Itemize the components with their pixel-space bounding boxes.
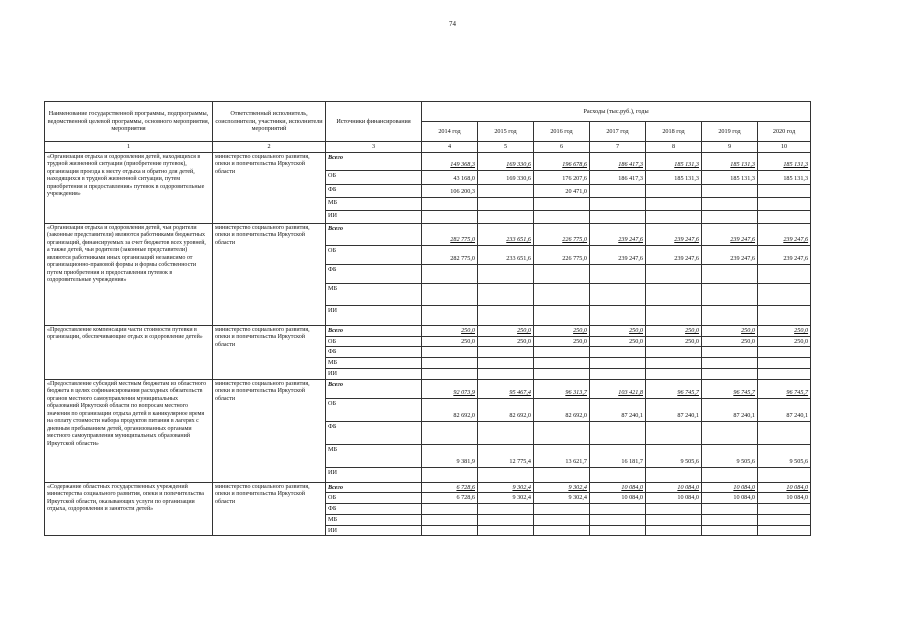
amount-cell: 10 084,0: [646, 482, 702, 493]
amount-cell: [702, 421, 758, 444]
amount-cell: [534, 368, 590, 379]
amount-cell: 185 131,3: [702, 170, 758, 184]
amount-cell: [758, 264, 811, 283]
amount-cell: [590, 197, 646, 210]
amount-cell: [534, 504, 590, 515]
amount-cell: [702, 184, 758, 197]
amount-cell: [702, 514, 758, 525]
amount-cell: [422, 467, 478, 482]
amount-cell: 96 313,7: [534, 379, 590, 398]
header-year: 2019 год: [702, 122, 758, 142]
table-row: [45, 482, 811, 493]
amount-cell: [478, 368, 534, 379]
amount-cell: 9 505,6: [758, 444, 811, 467]
amount-cell: [590, 264, 646, 283]
amount-cell: 186 417,3: [590, 170, 646, 184]
amount-cell: 239 247,6: [590, 223, 646, 245]
funding-source-label: ОБ: [326, 493, 422, 504]
amount-cell: 43 168,0: [422, 170, 478, 184]
amount-cell: 6 728,6: [422, 493, 478, 504]
header-year: 2017 год: [590, 122, 646, 142]
amount-cell: 250,0: [478, 336, 534, 347]
funding-source-label: ФБ: [326, 264, 422, 283]
amount-cell: 250,0: [422, 325, 478, 336]
amount-cell: 96 745,7: [646, 379, 702, 398]
column-index: 9: [702, 142, 758, 153]
amount-cell: 250,0: [590, 336, 646, 347]
executor: министерство социального развития, опеки и попечительства Иркутской области: [213, 152, 326, 223]
executor: министерство социального развития, опеки и попечительства Иркутской области: [213, 325, 326, 379]
amount-cell: [590, 514, 646, 525]
amount-cell: 233 651,6: [478, 223, 534, 245]
amount-cell: [646, 525, 702, 536]
amount-cell: 20 471,0: [534, 184, 590, 197]
amount-cell: 10 084,0: [702, 493, 758, 504]
amount-cell: 186 417,3: [590, 152, 646, 170]
amount-cell: 239 247,6: [758, 223, 811, 245]
amount-cell: [702, 467, 758, 482]
header-expenses: Расходы (тыс.руб.), годы: [422, 102, 811, 122]
amount-cell: [702, 283, 758, 305]
amount-cell: [590, 283, 646, 305]
amount-cell: [702, 347, 758, 358]
amount-cell: 92 073,9: [422, 379, 478, 398]
amount-cell: [478, 525, 534, 536]
amount-cell: [422, 525, 478, 536]
amount-cell: 16 181,7: [590, 444, 646, 467]
amount-cell: [422, 347, 478, 358]
amount-cell: [590, 305, 646, 325]
column-index: 4: [422, 142, 478, 153]
amount-cell: [422, 421, 478, 444]
amount-cell: [646, 467, 702, 482]
amount-cell: [590, 184, 646, 197]
amount-cell: 250,0: [422, 336, 478, 347]
funding-source-label: ОБ: [326, 245, 422, 264]
amount-cell: 87 240,1: [758, 398, 811, 421]
amount-cell: 149 368,3: [422, 152, 478, 170]
funding-source-label: ОБ: [326, 398, 422, 421]
amount-cell: 250,0: [590, 325, 646, 336]
amount-cell: 196 678,6: [534, 152, 590, 170]
column-index: 7: [590, 142, 646, 153]
page-number: 74: [449, 20, 456, 28]
amount-cell: 96 745,7: [758, 379, 811, 398]
column-index: 10: [758, 142, 811, 153]
amount-cell: 185 131,3: [758, 152, 811, 170]
funding-source-label: Всего: [326, 482, 422, 493]
amount-cell: [646, 368, 702, 379]
amount-cell: [478, 358, 534, 369]
executor: министерство социального развития, опеки и попечительства Иркутской области: [213, 482, 326, 536]
funding-source-label: ИИ: [326, 467, 422, 482]
amount-cell: [534, 525, 590, 536]
funding-source-label: ОБ: [326, 170, 422, 184]
amount-cell: 10 084,0: [758, 493, 811, 504]
amount-cell: 282 775,0: [422, 223, 478, 245]
amount-cell: [646, 264, 702, 283]
amount-cell: [646, 514, 702, 525]
amount-cell: [422, 368, 478, 379]
funding-source-label: Всего: [326, 152, 422, 170]
header-year: 2015 год: [478, 122, 534, 142]
amount-cell: [478, 467, 534, 482]
header-year: 2014 год: [422, 122, 478, 142]
amount-cell: [646, 184, 702, 197]
amount-cell: [590, 368, 646, 379]
amount-cell: [646, 210, 702, 223]
amount-cell: [478, 264, 534, 283]
amount-cell: 10 084,0: [758, 482, 811, 493]
amount-cell: 185 131,3: [758, 170, 811, 184]
budget-table: [44, 101, 811, 536]
amount-cell: [702, 305, 758, 325]
amount-cell: [422, 514, 478, 525]
funding-source-label: ИИ: [326, 305, 422, 325]
header-program-name: Наименование государственной программы, подпрограммы, ведомственной целевой программы, основного мероприятия, мероприятия: [45, 102, 213, 142]
amount-cell: 10 084,0: [702, 482, 758, 493]
funding-source-label: МБ: [326, 514, 422, 525]
column-index: 8: [646, 142, 702, 153]
amount-cell: [758, 504, 811, 515]
amount-cell: [702, 210, 758, 223]
funding-source-label: ОБ: [326, 336, 422, 347]
amount-cell: 9 302,4: [478, 482, 534, 493]
table-row: [45, 325, 811, 336]
amount-cell: 239 247,6: [702, 223, 758, 245]
amount-cell: [646, 305, 702, 325]
amount-cell: 10 084,0: [590, 482, 646, 493]
amount-cell: 185 131,3: [646, 152, 702, 170]
funding-source-label: Всего: [326, 379, 422, 398]
amount-cell: [758, 368, 811, 379]
amount-cell: [590, 467, 646, 482]
amount-cell: 87 240,1: [702, 398, 758, 421]
amount-cell: 250,0: [646, 336, 702, 347]
amount-cell: 9 505,6: [702, 444, 758, 467]
amount-cell: 87 240,1: [646, 398, 702, 421]
amount-cell: [758, 421, 811, 444]
amount-cell: [422, 264, 478, 283]
amount-cell: [534, 421, 590, 444]
amount-cell: 250,0: [758, 325, 811, 336]
amount-cell: [534, 358, 590, 369]
amount-cell: [590, 210, 646, 223]
amount-cell: 10 084,0: [646, 493, 702, 504]
amount-cell: [702, 264, 758, 283]
header-year: 2020 год: [758, 122, 811, 142]
amount-cell: 9 381,9: [422, 444, 478, 467]
amount-cell: [478, 210, 534, 223]
amount-cell: 250,0: [646, 325, 702, 336]
amount-cell: [702, 358, 758, 369]
amount-cell: 9 302,4: [534, 493, 590, 504]
amount-cell: [758, 467, 811, 482]
amount-cell: [646, 358, 702, 369]
amount-cell: [422, 358, 478, 369]
table-row: [45, 152, 811, 170]
header-funding-source: Источники финансирования: [326, 102, 422, 142]
amount-cell: 239 247,6: [646, 245, 702, 264]
amount-cell: [478, 421, 534, 444]
amount-cell: [478, 283, 534, 305]
amount-cell: [478, 305, 534, 325]
amount-cell: 226 775,0: [534, 245, 590, 264]
amount-cell: 250,0: [534, 325, 590, 336]
amount-cell: [534, 305, 590, 325]
funding-source-label: Всего: [326, 223, 422, 245]
program-name: «Организация отдыха и оздоровления детей, находящихся в трудной жизненной ситуации (приобретение путевок), организация проезда к месту отдыха и обратно для детей, находящихся в трудной жизненной ситуации, путем приобретения и предоставления» путевок в оздоровительные учреждения»: [45, 152, 213, 223]
amount-cell: [758, 283, 811, 305]
amount-cell: 239 247,6: [646, 223, 702, 245]
amount-cell: 169 330,6: [478, 152, 534, 170]
amount-cell: [758, 358, 811, 369]
amount-cell: 239 247,6: [590, 245, 646, 264]
table-header: [45, 102, 811, 153]
column-index: 6: [534, 142, 590, 153]
amount-cell: 106 200,3: [422, 184, 478, 197]
amount-cell: [590, 504, 646, 515]
amount-cell: [702, 197, 758, 210]
amount-cell: [590, 358, 646, 369]
amount-cell: [422, 283, 478, 305]
funding-source-label: ФБ: [326, 421, 422, 444]
amount-cell: [590, 347, 646, 358]
amount-cell: [758, 514, 811, 525]
amount-cell: 239 247,6: [758, 245, 811, 264]
table-body: [45, 152, 811, 536]
amount-cell: [590, 525, 646, 536]
funding-source-label: Всего: [326, 325, 422, 336]
column-index: 1: [45, 142, 213, 153]
amount-cell: 82 692,0: [478, 398, 534, 421]
amount-cell: 226 775,0: [534, 223, 590, 245]
header-year: 2018 год: [646, 122, 702, 142]
amount-cell: 9 505,6: [646, 444, 702, 467]
funding-source-label: ФБ: [326, 504, 422, 515]
amount-cell: 282 775,0: [422, 245, 478, 264]
amount-cell: [422, 197, 478, 210]
amount-cell: [422, 210, 478, 223]
amount-cell: [478, 197, 534, 210]
amount-cell: 239 247,6: [702, 245, 758, 264]
column-index: 5: [478, 142, 534, 153]
amount-cell: [534, 210, 590, 223]
amount-cell: 233 651,6: [478, 245, 534, 264]
executor: министерство социального развития, опеки и попечительства Иркутской области: [213, 379, 326, 482]
amount-cell: [646, 197, 702, 210]
amount-cell: [478, 504, 534, 515]
funding-source-label: МБ: [326, 444, 422, 467]
amount-cell: 12 775,4: [478, 444, 534, 467]
amount-cell: [534, 467, 590, 482]
amount-cell: 87 240,1: [590, 398, 646, 421]
table-row: [45, 379, 811, 398]
amount-cell: 250,0: [702, 336, 758, 347]
amount-cell: [534, 264, 590, 283]
amount-cell: [478, 347, 534, 358]
amount-cell: [478, 184, 534, 197]
amount-cell: 10 084,0: [590, 493, 646, 504]
funding-source-label: ИИ: [326, 525, 422, 536]
amount-cell: [534, 347, 590, 358]
program-name: «Содержание областных государственных учреждений министерства социального развития, опеки и попечительства Иркутской области, оказывающих услуги по организации отдыха, оздоровления и занятости детей»: [45, 482, 213, 536]
amount-cell: 95 467,4: [478, 379, 534, 398]
amount-cell: [702, 368, 758, 379]
amount-cell: 169 330,6: [478, 170, 534, 184]
funding-source-label: ФБ: [326, 184, 422, 197]
amount-cell: 13 621,7: [534, 444, 590, 467]
amount-cell: [702, 525, 758, 536]
amount-cell: 9 302,4: [478, 493, 534, 504]
amount-cell: [422, 305, 478, 325]
amount-cell: 82 692,0: [534, 398, 590, 421]
table-row: [45, 223, 811, 245]
funding-source-label: МБ: [326, 283, 422, 305]
amount-cell: 9 302,4: [534, 482, 590, 493]
amount-cell: [646, 283, 702, 305]
amount-cell: 185 131,3: [646, 170, 702, 184]
amount-cell: [758, 525, 811, 536]
amount-cell: 176 207,6: [534, 170, 590, 184]
amount-cell: [646, 504, 702, 515]
amount-cell: 250,0: [702, 325, 758, 336]
amount-cell: [702, 504, 758, 515]
amount-cell: [590, 421, 646, 444]
funding-source-label: ФБ: [326, 347, 422, 358]
program-name: «Предоставление субсидий местным бюджетам из областного бюджета в целях софинансирования расходных обязательств органов местного самоуправления муниципальных образований Иркутской области по вопросам местного значения по организации отдыха детей в каникулярное время на оплату стоимости набора продуктов питания в лагерях с дневным пребыванием детей, организованных органами местного самоуправления муниципальных образований Иркутской области»: [45, 379, 213, 482]
header-executor: Ответственный исполнитель, соисполнители, участники, исполнители мероприятий: [213, 102, 326, 142]
column-index: 2: [213, 142, 326, 153]
amount-cell: 6 728,6: [422, 482, 478, 493]
amount-cell: 185 131,3: [702, 152, 758, 170]
amount-cell: [422, 504, 478, 515]
program-name: «Организация отдыха и оздоровления детей, чьи родители (законные представители) являются работниками бюджетных организаций, финансируемых за счет бюджетов всех уровней, а также детей, чьи родители (законные представители) являются работниками иных организаций независимо от организационно-правовой формы и формы собственности путем приобретения и предоставления путевок в оздоровительные учреждения»: [45, 223, 213, 325]
amount-cell: 250,0: [758, 336, 811, 347]
amount-cell: [646, 347, 702, 358]
amount-cell: [534, 197, 590, 210]
program-name: «Предоставление компенсации части стоимости путевки в организации, обеспечивающие отдых и оздоровление детей»: [45, 325, 213, 379]
funding-source-label: ИИ: [326, 368, 422, 379]
column-index: 3: [326, 142, 422, 153]
amount-cell: [534, 514, 590, 525]
funding-source-label: МБ: [326, 358, 422, 369]
amount-cell: 250,0: [534, 336, 590, 347]
funding-source-label: МБ: [326, 197, 422, 210]
amount-cell: 96 745,7: [702, 379, 758, 398]
header-year: 2016 год: [534, 122, 590, 142]
amount-cell: 103 421,8: [590, 379, 646, 398]
amount-cell: [646, 421, 702, 444]
executor: министерство социального развития, опеки и попечительства Иркутской области: [213, 223, 326, 325]
amount-cell: 250,0: [478, 325, 534, 336]
funding-source-label: ИИ: [326, 210, 422, 223]
amount-cell: [758, 197, 811, 210]
amount-cell: [478, 514, 534, 525]
amount-cell: [758, 305, 811, 325]
amount-cell: [758, 347, 811, 358]
amount-cell: [758, 210, 811, 223]
amount-cell: [534, 283, 590, 305]
amount-cell: 82 692,0: [422, 398, 478, 421]
amount-cell: [758, 184, 811, 197]
